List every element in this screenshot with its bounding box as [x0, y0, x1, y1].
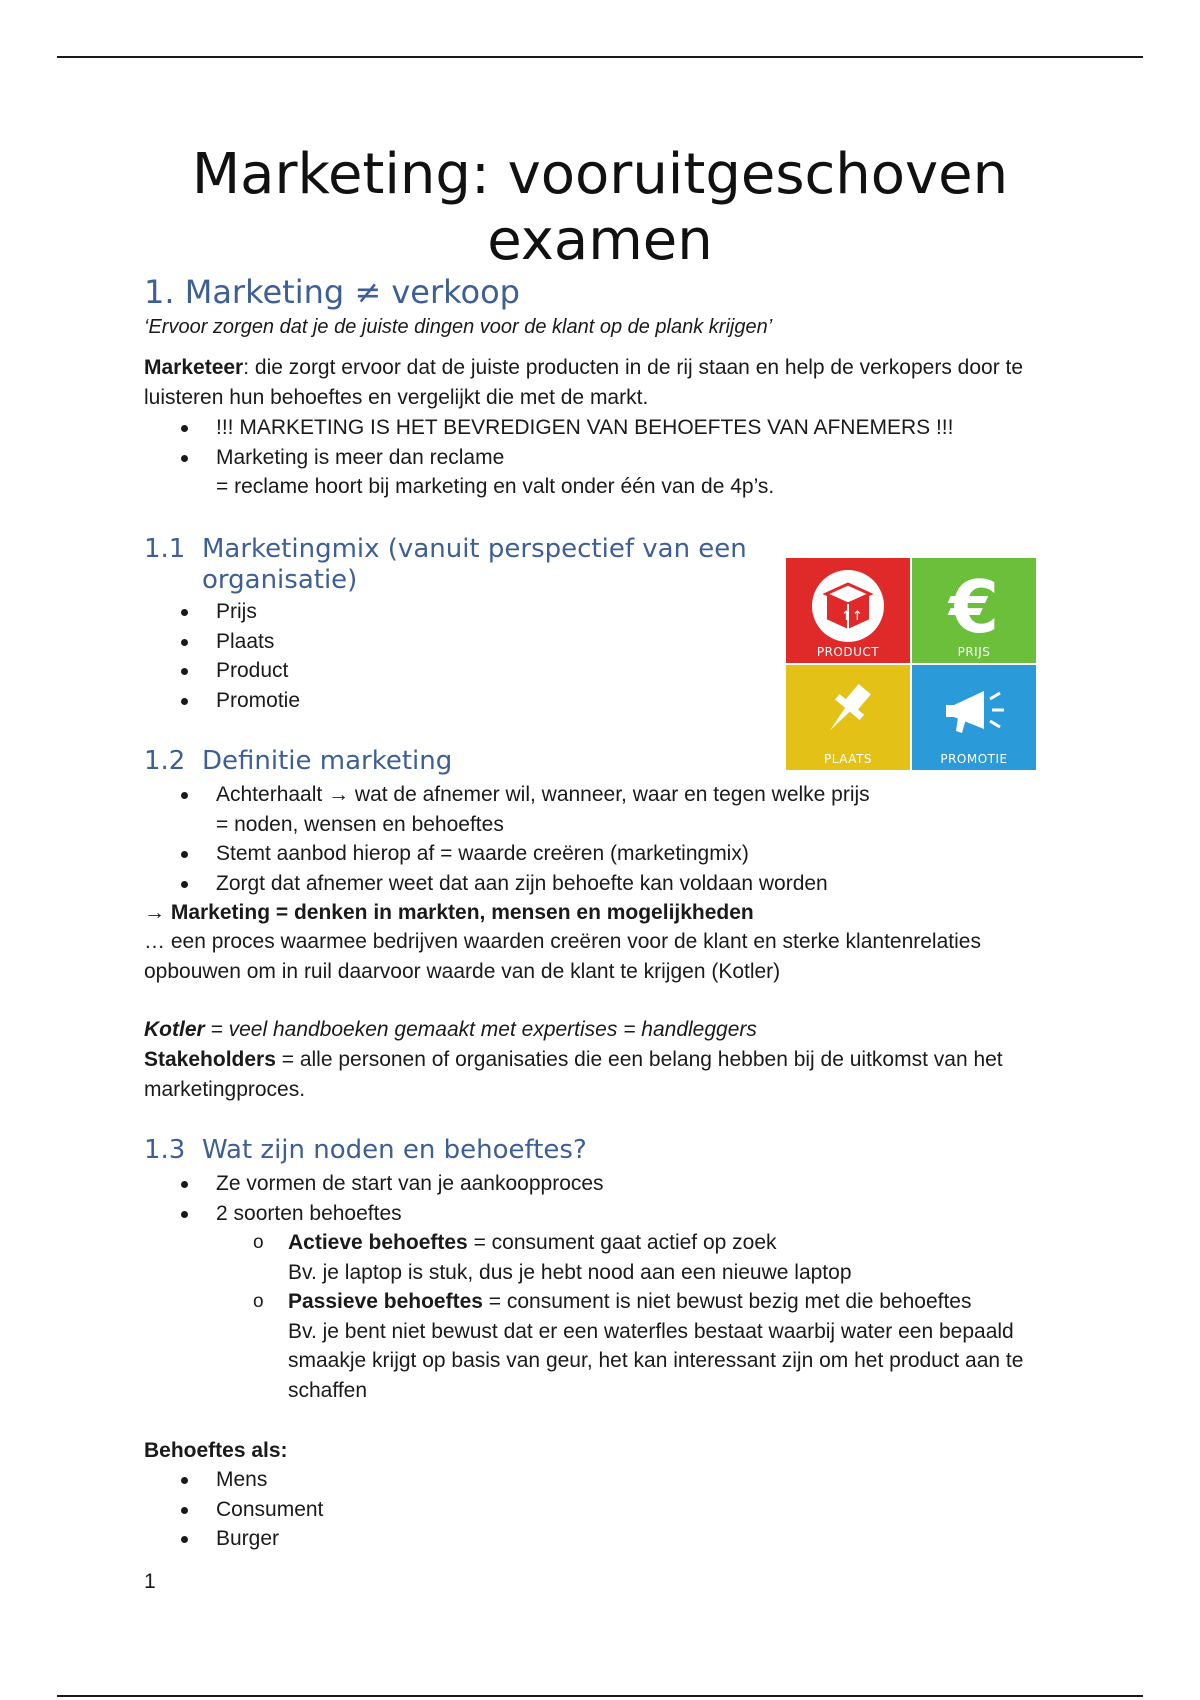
product-label: PRODUCT: [816, 645, 880, 659]
promotie-tile: [912, 665, 1036, 770]
list-item: [144, 443, 1064, 502]
heading-text: Definitie marketing: [202, 746, 453, 776]
bullet-icon: [181, 881, 188, 888]
list-item: [144, 839, 1064, 869]
bullet-icon: [181, 455, 188, 462]
bullet-icon: [181, 1477, 188, 1484]
bullet-icon: [181, 792, 188, 799]
list-item-text: Prijs: [216, 600, 257, 623]
list-item: [144, 869, 1064, 899]
list-item: [144, 1524, 1064, 1554]
definition-term: Marketing: [165, 901, 271, 924]
list-item: [144, 413, 1064, 443]
list-item-text: Plaats: [216, 629, 275, 653]
product-tile: [786, 558, 910, 663]
promotie-label: PROMOTIE: [940, 752, 1008, 766]
section-1-1-heading: [144, 534, 784, 596]
marketingmix-image: [786, 558, 1036, 771]
marketeer-definition: [144, 353, 1064, 412]
document-title: Marketing: vooruitgeschoven examen: [191, 142, 1009, 273]
section-1-2-heading: [144, 746, 452, 777]
section-1-3-bullets: [144, 1169, 1064, 1228]
circle-bullet-icon: o: [253, 1232, 264, 1253]
list-item: [144, 1169, 1064, 1199]
heading-line-2: organisatie): [202, 565, 358, 595]
active-text: = consument gaat actief op zoek: [467, 1231, 777, 1254]
prijs-tile: [912, 558, 1036, 663]
list-item-text: Zorgt dat afnemer weet dat aan zijn behoefte kan voldaan worden: [216, 871, 828, 895]
bullet-icon: [181, 851, 188, 858]
marketeer-text: : die zorgt ervoor dat de juiste producten in de rij staan en help de verkopers door te luisteren hun behoeftes en vergelijkt die met de markt.: [144, 356, 1024, 409]
behoeftes-sublist: [144, 1228, 1064, 1405]
list-item-text: Mens: [216, 1468, 268, 1491]
section-1-heading: 1. Marketing ≠ verkoop: [144, 273, 520, 311]
list-item-text: Burger: [216, 1527, 280, 1550]
plaats-tile: [786, 665, 910, 770]
section-1-quote: ‘Ervoor zorgen dat je de juiste dingen voor de klant op de plank krijgen’: [144, 316, 773, 338]
section-number: 1.2: [144, 746, 186, 776]
list-item-text: !!! MARKETING IS HET BEVREDIGEN VAN BEHOEFTES VAN AFNEMERS !!!: [216, 416, 954, 439]
svg-text:↑↑: ↑↑: [841, 609, 863, 624]
bullet-icon: [181, 1211, 188, 1218]
kotler-term: Kotler: [144, 1018, 205, 1041]
list-item: [144, 1495, 1064, 1525]
passive-term: Passieve behoeftes: [288, 1290, 483, 1313]
bullet-icon: [181, 609, 188, 616]
page-number: 1: [144, 1570, 156, 1593]
list-item-text: Promotie: [216, 688, 301, 712]
stakeholders-definition: [144, 1045, 1064, 1104]
bullet-icon: [181, 1181, 188, 1188]
section-number: 1.1: [144, 534, 186, 564]
active-example: Bv. je laptop is stuk, dus je hebt nood aan een nieuwe laptop: [288, 1260, 852, 1284]
section-1-2-bullets: [144, 780, 1064, 898]
stakeholders-term: Stakeholders: [144, 1048, 276, 1071]
sublist-item: [144, 1287, 1064, 1405]
list-item-text: 2 soorten behoeftes: [216, 1201, 402, 1225]
bullet-icon: [181, 668, 188, 675]
top-rule: [57, 56, 1143, 58]
circle-bullet-icon: o: [253, 1291, 264, 1312]
list-item-continuation: = reclame hoort bij marketing en valt onder één van de 4p’s.: [216, 475, 775, 498]
behoeftes-als-list: [144, 1465, 1064, 1554]
sublist-item: [144, 1228, 1064, 1287]
arrow-right-icon: →: [144, 901, 165, 924]
list-item-text: Product: [216, 659, 289, 682]
kotler-note: [144, 1015, 1064, 1045]
list-item: [144, 780, 1064, 839]
list-item-text: Achterhaalt: [216, 783, 329, 806]
definition-text: = denken in markten, mensen en mogelijkheden: [270, 901, 754, 924]
kotler-definition: … een proces waarmee bedrijven waarden creëren voor de klant en sterke klantenrelaties opbouwen om in ruil daarvoor waarde van de klant te krijgen (Kotler): [144, 930, 981, 983]
behoeftes-als-heading: Behoeftes als:: [144, 1439, 288, 1462]
passive-text: = consument is niet bewust bezig met die behoeftes: [482, 1290, 972, 1313]
section-number: 1.3: [144, 1135, 186, 1165]
stakeholders-text: = alle personen of organisaties die een belang hebben bij de uitkomst van het marketingproces.: [144, 1048, 1003, 1101]
bullet-icon: [181, 1507, 188, 1514]
passive-example: Bv. je bent niet bewust dat er een waterfles bestaat waarbij water een bepaald smaakje krijgt op basis van geur, het kan interessant zijn om het product aan te schaffen: [288, 1319, 1024, 1402]
list-item-text: Ze vormen de start van je aankoopproces: [216, 1172, 604, 1195]
arrow-right-icon: →: [328, 783, 350, 806]
list-item: [144, 1465, 1064, 1495]
marketeer-term: Marketeer: [144, 356, 244, 379]
bullet-icon: [181, 425, 188, 432]
list-item-text: Consument: [216, 1497, 324, 1521]
list-item-text: wat de afnemer wil, wanneer, waar en tegen welke prijs: [349, 783, 870, 806]
list-item-text: Stemt aanbod hierop af = waarde creëren (marketingmix): [216, 842, 749, 865]
list-item: [144, 1199, 1064, 1229]
bullet-icon: [181, 639, 188, 646]
marketing-definition: [144, 898, 1064, 928]
section-1-3-heading: [144, 1135, 587, 1166]
section-1-bullets: [144, 413, 1064, 502]
bullet-icon: [181, 698, 188, 705]
active-term: Actieve behoeftes: [288, 1231, 468, 1254]
heading-line-1: Marketingmix (vanuit perspectief van een: [202, 534, 747, 564]
prijs-label: PRIJS: [957, 645, 991, 659]
svg-text:€: €: [948, 565, 1000, 649]
heading-text: Wat zijn noden en behoeftes?: [202, 1135, 587, 1165]
list-item-text: Marketing is meer dan reclame: [216, 445, 505, 469]
bottom-rule: [57, 1695, 1143, 1697]
kotler-text: = veel handboeken gemaakt met expertises = handleggers: [204, 1018, 757, 1041]
bullet-icon: [181, 1536, 188, 1543]
list-item-continuation: = noden, wensen en behoeftes: [216, 812, 504, 836]
plaats-label: PLAATS: [824, 752, 872, 766]
